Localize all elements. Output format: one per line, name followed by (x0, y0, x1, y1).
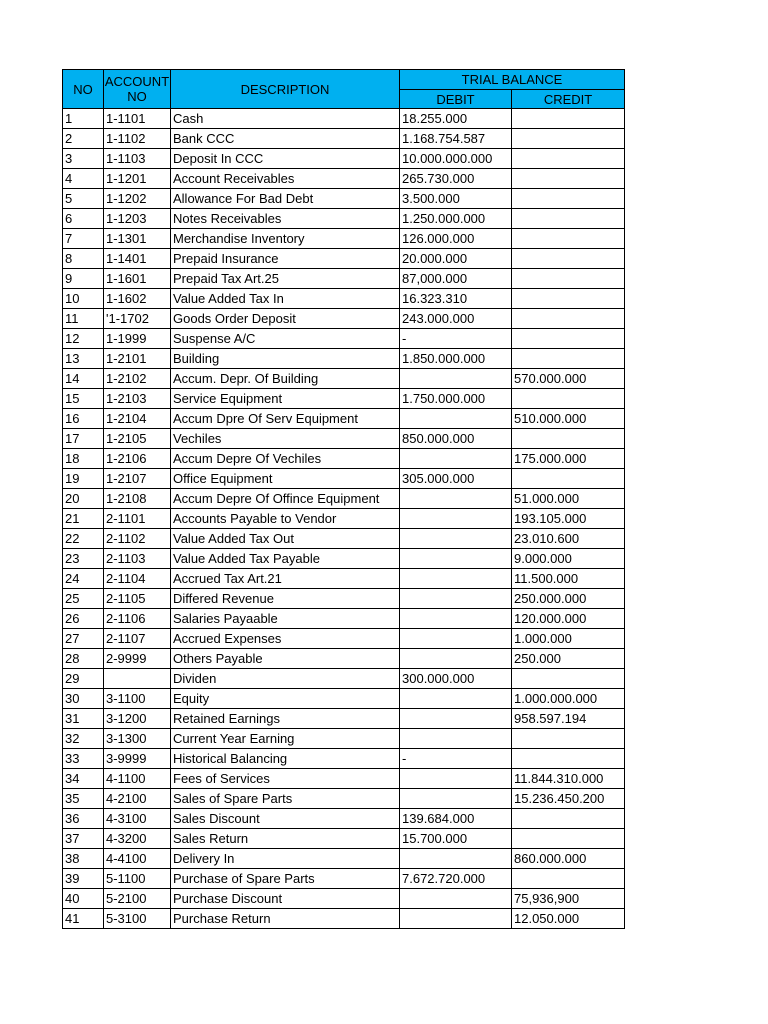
cell-credit (512, 269, 625, 289)
cell-no: 30 (63, 689, 104, 709)
cell-description: Sales Return (171, 829, 400, 849)
table-header (63, 70, 625, 109)
cell-description: Prepaid Insurance (171, 249, 400, 269)
cell-account-no: 3-1300 (104, 729, 171, 749)
header-debit: DEBIT (400, 90, 512, 109)
table-row (63, 169, 625, 189)
cell-no: 3 (63, 149, 104, 169)
cell-account-no: 1-2106 (104, 449, 171, 469)
cell-credit (512, 189, 625, 209)
cell-debit (400, 569, 512, 589)
cell-no: 29 (63, 669, 104, 689)
table-row (63, 329, 625, 349)
cell-no: 40 (63, 889, 104, 909)
table-row (63, 109, 625, 129)
cell-debit: 15.700.000 (400, 829, 512, 849)
cell-credit: 120.000.000 (512, 609, 625, 629)
cell-debit (400, 769, 512, 789)
cell-account-no: 1-1203 (104, 209, 171, 229)
cell-description: Value Added Tax Payable (171, 549, 400, 569)
cell-no: 2 (63, 129, 104, 149)
cell-credit (512, 469, 625, 489)
trial-balance-sheet (62, 69, 625, 929)
cell-debit: 265.730.000 (400, 169, 512, 189)
cell-debit (400, 549, 512, 569)
cell-debit (400, 509, 512, 529)
cell-no: 34 (63, 769, 104, 789)
table-row (63, 429, 625, 449)
table-row (63, 209, 625, 229)
cell-no: 15 (63, 389, 104, 409)
cell-account-no: 1-1202 (104, 189, 171, 209)
cell-credit: 9.000.000 (512, 549, 625, 569)
cell-debit (400, 789, 512, 809)
cell-description: Suspense A/C (171, 329, 400, 349)
cell-account-no: 2-1102 (104, 529, 171, 549)
cell-no: 27 (63, 629, 104, 649)
cell-account-no: 3-1100 (104, 689, 171, 709)
cell-debit (400, 409, 512, 429)
cell-credit (512, 169, 625, 189)
cell-debit (400, 489, 512, 509)
cell-debit: - (400, 329, 512, 349)
cell-no: 14 (63, 369, 104, 389)
cell-description: Building (171, 349, 400, 369)
cell-description: Accounts Payable to Vendor (171, 509, 400, 529)
cell-description: Delivery In (171, 849, 400, 869)
cell-debit: 1.250.000.000 (400, 209, 512, 229)
cell-account-no: 3-9999 (104, 749, 171, 769)
cell-credit: 12.050.000 (512, 909, 625, 929)
cell-debit (400, 729, 512, 749)
cell-account-no: 4-3200 (104, 829, 171, 849)
cell-credit (512, 209, 625, 229)
cell-no: 25 (63, 589, 104, 609)
table-row (63, 749, 625, 769)
cell-description: Merchandise Inventory (171, 229, 400, 249)
cell-description: Purchase Discount (171, 889, 400, 909)
table-row (63, 469, 625, 489)
cell-description: Prepaid Tax Art.25 (171, 269, 400, 289)
table-row (63, 229, 625, 249)
table-row (63, 629, 625, 649)
cell-description: Allowance For Bad Debt (171, 189, 400, 209)
cell-debit (400, 689, 512, 709)
cell-debit: 20.000.000 (400, 249, 512, 269)
cell-no: 7 (63, 229, 104, 249)
cell-credit (512, 309, 625, 329)
cell-description: Notes Receivables (171, 209, 400, 229)
cell-description: Accum Depre Of Offince Equipment (171, 489, 400, 509)
table-row (63, 409, 625, 429)
cell-no: 12 (63, 329, 104, 349)
cell-description: Vechiles (171, 429, 400, 449)
cell-debit (400, 909, 512, 929)
table-row (63, 489, 625, 509)
cell-account-no: 5-2100 (104, 889, 171, 909)
table-row (63, 729, 625, 749)
cell-credit: 1.000.000.000 (512, 689, 625, 709)
cell-debit (400, 449, 512, 469)
cell-description: Deposit In CCC (171, 149, 400, 169)
header-trial-balance: TRIAL BALANCE (400, 70, 625, 90)
cell-debit (400, 589, 512, 609)
cell-debit: 1.750.000.000 (400, 389, 512, 409)
table-row (63, 829, 625, 849)
cell-account-no: 1-1103 (104, 149, 171, 169)
table-row (63, 369, 625, 389)
cell-no: 39 (63, 869, 104, 889)
cell-no: 16 (63, 409, 104, 429)
table-row (63, 149, 625, 169)
cell-no: 21 (63, 509, 104, 529)
cell-account-no (104, 669, 171, 689)
cell-credit (512, 229, 625, 249)
table-row (63, 849, 625, 869)
cell-credit (512, 389, 625, 409)
cell-description: Account Receivables (171, 169, 400, 189)
cell-debit: 18.255.000 (400, 109, 512, 129)
cell-description: Purchase Return (171, 909, 400, 929)
cell-account-no: 2-1106 (104, 609, 171, 629)
cell-no: 22 (63, 529, 104, 549)
cell-description: Salaries Payaable (171, 609, 400, 629)
table-row (63, 349, 625, 369)
cell-no: 24 (63, 569, 104, 589)
header-description: DESCRIPTION (171, 70, 400, 109)
table-row (63, 189, 625, 209)
cell-credit: 570.000.000 (512, 369, 625, 389)
cell-credit (512, 829, 625, 849)
cell-description: Differed Revenue (171, 589, 400, 609)
cell-debit (400, 649, 512, 669)
cell-credit (512, 429, 625, 449)
table-body (63, 109, 625, 929)
cell-account-no: 1-2107 (104, 469, 171, 489)
cell-credit (512, 729, 625, 749)
table-row (63, 789, 625, 809)
cell-no: 4 (63, 169, 104, 189)
cell-debit: - (400, 749, 512, 769)
cell-account-no: 4-3100 (104, 809, 171, 829)
table-row (63, 129, 625, 149)
cell-account-no: 2-1104 (104, 569, 171, 589)
cell-debit: 10.000.000.000 (400, 149, 512, 169)
cell-credit (512, 129, 625, 149)
cell-description: Cash (171, 109, 400, 129)
table-row (63, 309, 625, 329)
cell-description: Accrued Expenses (171, 629, 400, 649)
cell-credit (512, 869, 625, 889)
cell-description: Accum. Depr. Of Building (171, 369, 400, 389)
cell-debit: 126.000.000 (400, 229, 512, 249)
cell-credit: 250.000.000 (512, 589, 625, 609)
cell-credit (512, 349, 625, 369)
cell-description: Bank CCC (171, 129, 400, 149)
cell-description: Current Year Earning (171, 729, 400, 749)
cell-credit: 11.500.000 (512, 569, 625, 589)
cell-account-no: 1-2102 (104, 369, 171, 389)
table-row (63, 649, 625, 669)
cell-credit (512, 109, 625, 129)
cell-debit: 1.168.754.587 (400, 129, 512, 149)
cell-no: 26 (63, 609, 104, 629)
cell-description: Goods Order Deposit (171, 309, 400, 329)
cell-account-no: 5-1100 (104, 869, 171, 889)
cell-description: Value Added Tax Out (171, 529, 400, 549)
cell-debit (400, 889, 512, 909)
table-row (63, 389, 625, 409)
table-row (63, 589, 625, 609)
cell-account-no: 1-2103 (104, 389, 171, 409)
cell-credit: 958.597.194 (512, 709, 625, 729)
cell-debit (400, 529, 512, 549)
cell-credit (512, 669, 625, 689)
cell-no: 41 (63, 909, 104, 929)
table-row (63, 889, 625, 909)
cell-no: 19 (63, 469, 104, 489)
cell-no: 6 (63, 209, 104, 229)
cell-account-no: 1-2108 (104, 489, 171, 509)
cell-no: 36 (63, 809, 104, 829)
cell-account-no: 1-1602 (104, 289, 171, 309)
cell-account-no: 1-1601 (104, 269, 171, 289)
cell-credit: 11.844.310.000 (512, 769, 625, 789)
table-row (63, 909, 625, 929)
cell-credit (512, 809, 625, 829)
cell-no: 10 (63, 289, 104, 309)
cell-no: 38 (63, 849, 104, 869)
cell-account-no: 2-1107 (104, 629, 171, 649)
table-row (63, 509, 625, 529)
header-no: NO (63, 70, 104, 109)
cell-debit: 7.672.720.000 (400, 869, 512, 889)
cell-credit: 193.105.000 (512, 509, 625, 529)
cell-description: Office Equipment (171, 469, 400, 489)
table-row (63, 249, 625, 269)
cell-debit: 305.000.000 (400, 469, 512, 489)
cell-description: Equity (171, 689, 400, 709)
cell-account-no: 1-1102 (104, 129, 171, 149)
cell-account-no: 5-3100 (104, 909, 171, 929)
cell-account-no: 4-4100 (104, 849, 171, 869)
table-row (63, 609, 625, 629)
cell-credit: 23.010.600 (512, 529, 625, 549)
table-row (63, 529, 625, 549)
cell-debit (400, 709, 512, 729)
cell-no: 20 (63, 489, 104, 509)
table-row (63, 689, 625, 709)
cell-account-no: 1-1201 (104, 169, 171, 189)
cell-account-no: 2-1103 (104, 549, 171, 569)
table-row (63, 809, 625, 829)
cell-debit (400, 609, 512, 629)
cell-debit: 300.000.000 (400, 669, 512, 689)
cell-no: 35 (63, 789, 104, 809)
cell-account-no: 3-1200 (104, 709, 171, 729)
header-account-no: ACCOUNT NO (104, 70, 171, 109)
cell-debit: 87,000.000 (400, 269, 512, 289)
cell-description: Accrued Tax Art.21 (171, 569, 400, 589)
cell-credit: 51.000.000 (512, 489, 625, 509)
cell-credit: 75,936,900 (512, 889, 625, 909)
cell-credit (512, 249, 625, 269)
cell-account-no: 1-2105 (104, 429, 171, 449)
cell-credit: 175.000.000 (512, 449, 625, 469)
cell-description: Accum Depre Of Vechiles (171, 449, 400, 469)
cell-debit: 16.323.310 (400, 289, 512, 309)
cell-description: Retained Earnings (171, 709, 400, 729)
cell-credit: 1.000.000 (512, 629, 625, 649)
table-row (63, 549, 625, 569)
cell-account-no: 1-1999 (104, 329, 171, 349)
cell-no: 33 (63, 749, 104, 769)
table-row (63, 289, 625, 309)
cell-debit: 1.850.000.000 (400, 349, 512, 369)
cell-credit: 250.000 (512, 649, 625, 669)
cell-no: 28 (63, 649, 104, 669)
cell-credit: 860.000.000 (512, 849, 625, 869)
cell-account-no: 2-1105 (104, 589, 171, 609)
trial-balance-table (62, 69, 625, 929)
cell-account-no: 1-1101 (104, 109, 171, 129)
cell-description: Purchase of Spare Parts (171, 869, 400, 889)
cell-description: Historical Balancing (171, 749, 400, 769)
cell-account-no: 1-1301 (104, 229, 171, 249)
cell-description: Service Equipment (171, 389, 400, 409)
cell-account-no: 1-2101 (104, 349, 171, 369)
cell-account-no: 4-1100 (104, 769, 171, 789)
cell-debit (400, 369, 512, 389)
header-credit: CREDIT (512, 90, 625, 109)
cell-description: Dividen (171, 669, 400, 689)
cell-credit (512, 149, 625, 169)
cell-credit: 15.236.450.200 (512, 789, 625, 809)
table-row (63, 869, 625, 889)
cell-account-no: '1-1702 (104, 309, 171, 329)
cell-no: 18 (63, 449, 104, 469)
cell-debit: 243.000.000 (400, 309, 512, 329)
table-row (63, 269, 625, 289)
cell-no: 8 (63, 249, 104, 269)
cell-description: Sales Discount (171, 809, 400, 829)
cell-no: 11 (63, 309, 104, 329)
table-row (63, 769, 625, 789)
cell-no: 17 (63, 429, 104, 449)
cell-credit (512, 749, 625, 769)
cell-no: 13 (63, 349, 104, 369)
cell-credit (512, 329, 625, 349)
cell-debit: 850.000.000 (400, 429, 512, 449)
table-row (63, 669, 625, 689)
cell-account-no: 2-1101 (104, 509, 171, 529)
cell-debit: 139.684.000 (400, 809, 512, 829)
cell-description: Fees of Services (171, 769, 400, 789)
cell-description: Sales of Spare Parts (171, 789, 400, 809)
cell-description: Others Payable (171, 649, 400, 669)
cell-no: 31 (63, 709, 104, 729)
cell-no: 9 (63, 269, 104, 289)
cell-account-no: 4-2100 (104, 789, 171, 809)
cell-description: Value Added Tax In (171, 289, 400, 309)
cell-account-no: 2-9999 (104, 649, 171, 669)
cell-no: 23 (63, 549, 104, 569)
cell-debit: 3.500.000 (400, 189, 512, 209)
cell-no: 1 (63, 109, 104, 129)
cell-debit (400, 629, 512, 649)
table-row (63, 709, 625, 729)
cell-credit: 510.000.000 (512, 409, 625, 429)
cell-account-no: 1-1401 (104, 249, 171, 269)
cell-description: Accum Dpre Of Serv Equipment (171, 409, 400, 429)
cell-no: 37 (63, 829, 104, 849)
cell-no: 5 (63, 189, 104, 209)
cell-debit (400, 849, 512, 869)
cell-credit (512, 289, 625, 309)
table-row (63, 449, 625, 469)
cell-account-no: 1-2104 (104, 409, 171, 429)
table-row (63, 569, 625, 589)
cell-no: 32 (63, 729, 104, 749)
